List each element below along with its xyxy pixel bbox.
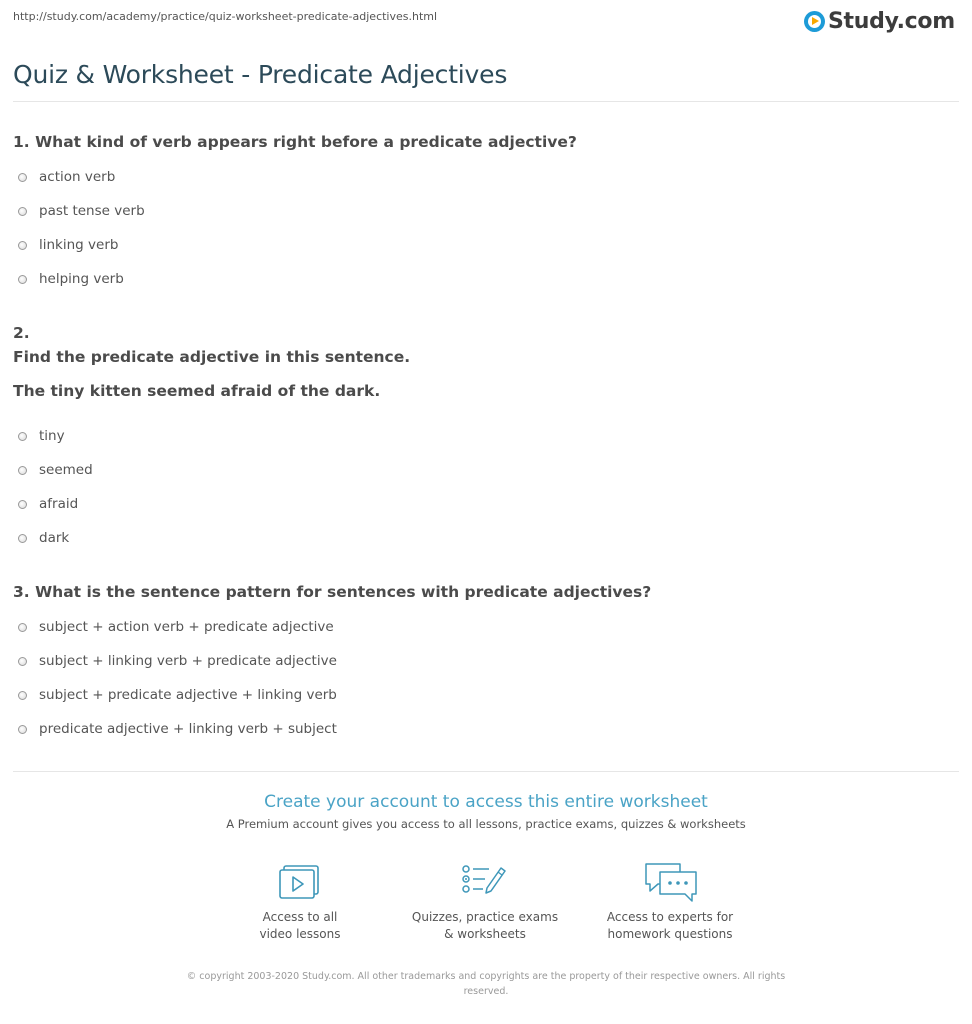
feature-label: Access to experts for homework questions [606, 910, 734, 941]
radio-button[interactable] [18, 207, 27, 216]
question-2-sentence: The tiny kitten seemed afraid of the dark. [13, 382, 381, 400]
answer-option[interactable] [18, 427, 65, 445]
radio-button[interactable] [18, 657, 27, 666]
radio-button[interactable] [18, 466, 27, 475]
feature-label: Quizzes, practice exams & worksheets [411, 910, 559, 941]
study-logo[interactable] [804, 6, 955, 36]
radio-button[interactable] [18, 725, 27, 734]
header [0, 0, 972, 44]
answer-option[interactable] [18, 236, 118, 254]
question-3-prompt: 3. What is the sentence pattern for sentences with predicate adjectives? [13, 583, 652, 601]
answer-option[interactable] [18, 495, 78, 513]
play-logo-icon [804, 11, 825, 32]
feature-experts [585, 858, 755, 943]
answer-option[interactable] [18, 529, 69, 547]
answer-option[interactable] [18, 461, 93, 479]
question-2-number: 2. [13, 324, 30, 342]
page-url[interactable]: http://study.com/academy/practice/quiz-worksheet-predicate-adjectives.html [13, 10, 438, 23]
radio-button[interactable] [18, 691, 27, 700]
radio-button[interactable] [18, 241, 27, 250]
option-label: tiny [39, 428, 65, 444]
radio-button[interactable] [18, 173, 27, 182]
logo-text: Study.com [828, 8, 955, 34]
divider [13, 771, 959, 772]
option-label: dark [39, 530, 70, 546]
answer-option[interactable] [18, 720, 337, 738]
radio-button[interactable] [18, 275, 27, 284]
answer-option[interactable] [18, 686, 337, 704]
quiz-checklist-icon [455, 858, 515, 906]
radio-button[interactable] [18, 432, 27, 441]
option-label: linking verb [39, 237, 119, 253]
copyright-footer: © copyright 2003-2020 Study.com. All other trademarks and copyrights are the property of their respective owners. All rights reserved. [186, 971, 786, 997]
feature-video-lessons [215, 858, 385, 943]
cta-subtitle: A Premium account gives you access to all lessons, practice exams, quizzes & worksheets [226, 817, 746, 831]
option-label: predicate adjective + linking verb + subject [39, 721, 337, 737]
answer-option[interactable] [18, 270, 124, 288]
page-title: Quiz & Worksheet - Predicate Adjectives [13, 60, 508, 89]
feature-label: Access to all video lessons [259, 910, 341, 941]
answer-option[interactable] [18, 168, 115, 186]
answer-option[interactable] [18, 202, 145, 220]
create-account-link[interactable]: Create your account to access this entire worksheet [264, 792, 708, 812]
option-label: helping verb [39, 271, 124, 287]
radio-button[interactable] [18, 534, 27, 543]
option-label: subject + linking verb + predicate adjective [39, 653, 337, 669]
chat-bubbles-icon [640, 858, 700, 906]
feature-quizzes [400, 858, 570, 943]
video-lessons-icon [270, 858, 330, 906]
option-label: subject + action verb + predicate adjective [39, 619, 334, 635]
question-2-prompt: Find the predicate adjective in this sentence. [13, 348, 411, 366]
radio-button[interactable] [18, 500, 27, 509]
radio-button[interactable] [18, 623, 27, 632]
answer-option[interactable] [18, 618, 334, 636]
question-1-prompt: 1. What kind of verb appears right before a predicate adjective? [13, 133, 577, 151]
option-label: afraid [39, 496, 79, 512]
divider [13, 101, 959, 102]
option-label: past tense verb [39, 203, 145, 219]
option-label: seemed [39, 462, 93, 478]
option-label: action verb [39, 169, 116, 185]
answer-option[interactable] [18, 652, 337, 670]
option-label: subject + predicate adjective + linking verb [39, 687, 337, 703]
